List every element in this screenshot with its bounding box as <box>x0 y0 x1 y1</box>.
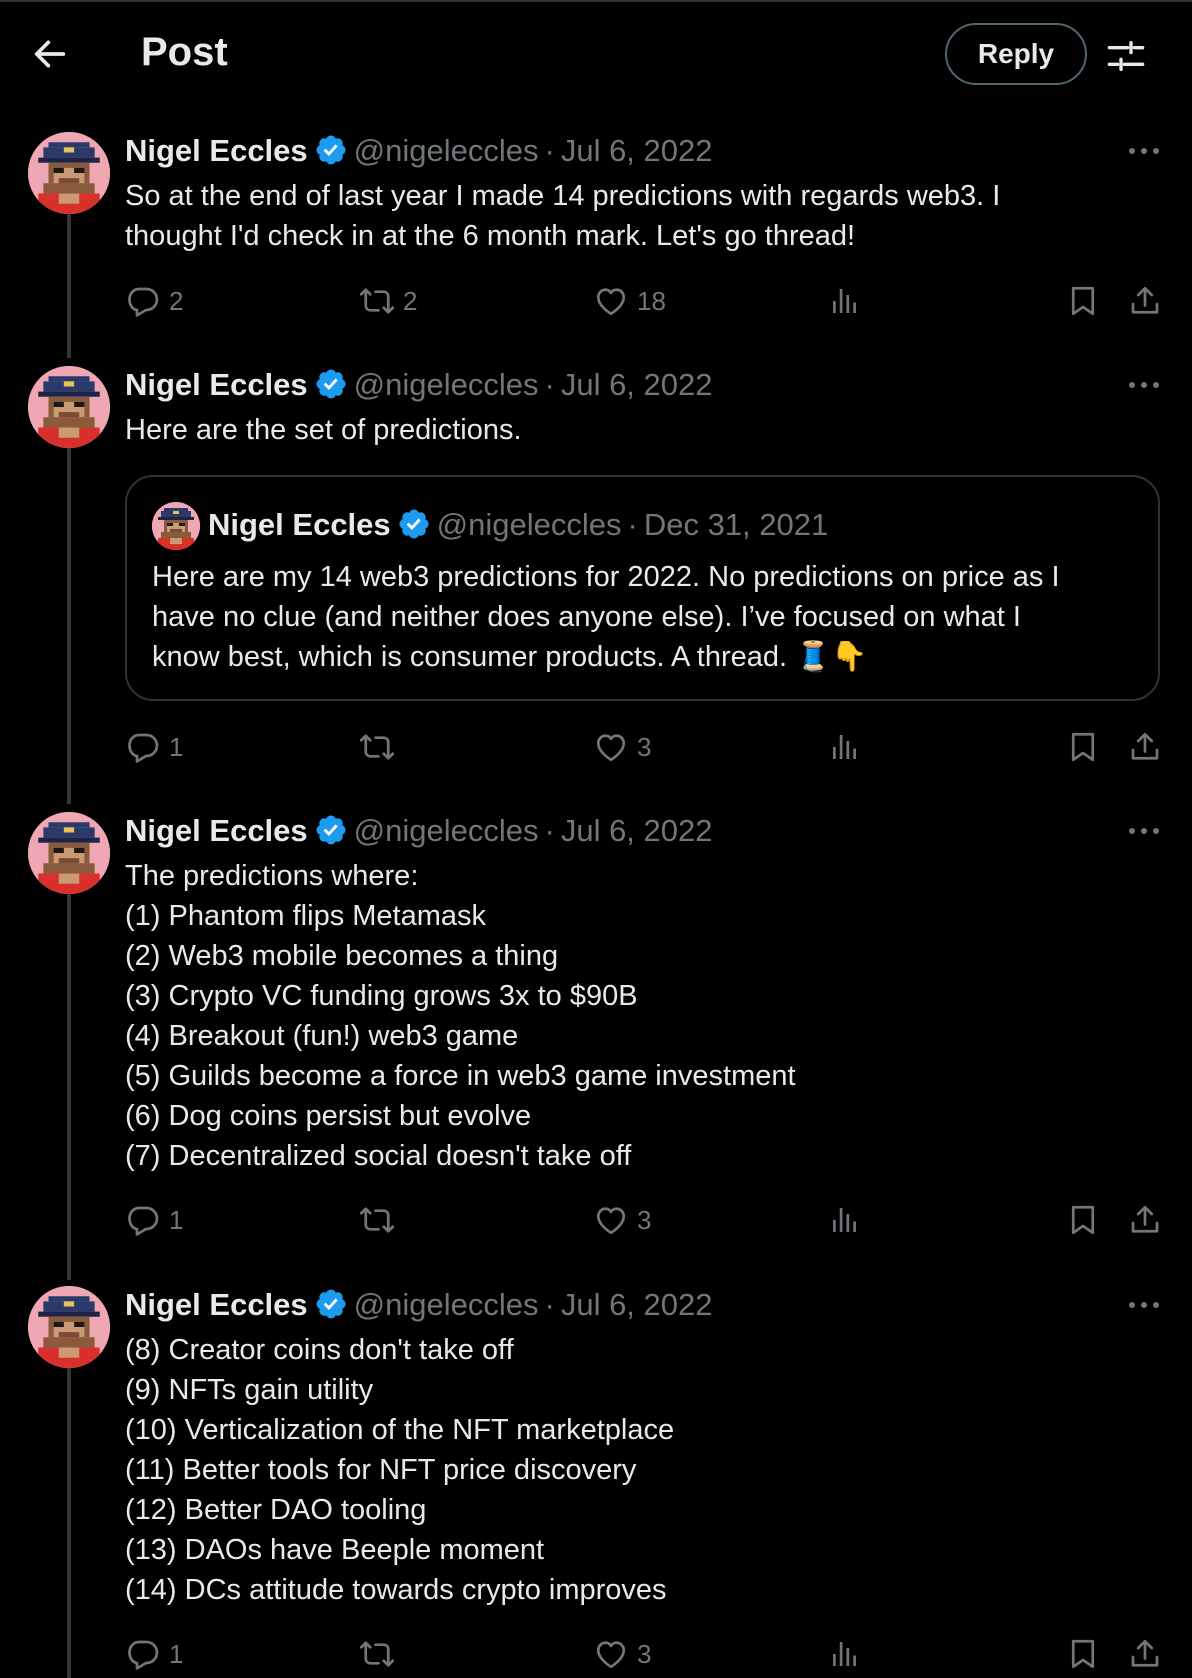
more-icon[interactable] <box>1124 1295 1164 1315</box>
like-count: 3 <box>637 1638 652 1669</box>
reply-button[interactable]: Reply <box>945 23 1087 85</box>
separator-dot: · <box>544 813 555 848</box>
post-text <box>125 1330 1145 1610</box>
author-handle: @nigeleccles <box>436 507 622 542</box>
author-handle[interactable]: @nigeleccles <box>353 367 539 402</box>
post-date[interactable]: Jul 6, 2022 <box>560 367 713 402</box>
author-name[interactable]: Nigel Eccles <box>125 813 308 848</box>
post-text-line: (14) DCs attitude towards crypto improves <box>125 1574 667 1606</box>
reply-count: 1 <box>169 1204 184 1235</box>
post-text-line: (4) Breakout (fun!) web3 game <box>125 1020 519 1052</box>
post-text-line: have no clue (and neither does anyone else). I’ve focused on what I <box>152 601 1021 633</box>
post-text-line: (1) Phantom flips Metamask <box>125 900 487 932</box>
post-date[interactable]: Jul 6, 2022 <box>560 1287 713 1322</box>
post-text-line: (12) Better DAO tooling <box>125 1494 427 1526</box>
reply-count: 1 <box>169 1638 184 1669</box>
bookmark-action[interactable] <box>1065 1632 1101 1676</box>
separator-dot: · <box>544 367 555 402</box>
like-action[interactable] <box>593 1632 651 1676</box>
post-date[interactable]: Jul 6, 2022 <box>560 133 713 168</box>
separator-dot: · <box>544 1287 555 1322</box>
share-icon <box>1127 1636 1163 1672</box>
reply-action[interactable] <box>125 1632 183 1676</box>
post-text-line: (8) Creator coins don't take off <box>125 1334 514 1366</box>
post-date[interactable]: Jul 6, 2022 <box>560 813 713 848</box>
avatar[interactable] <box>28 1286 110 1368</box>
author-handle[interactable]: @nigeleccles <box>353 133 539 168</box>
post-text-line: know best, which is consumer products. A thread. 🧵👇 <box>152 641 868 673</box>
post-text-line: (6) Dog coins persist but evolve <box>125 1100 532 1132</box>
repost-action[interactable] <box>359 1632 403 1676</box>
repost-count: 2 <box>403 285 418 316</box>
post-text-line: Here are the set of predictions. <box>125 414 522 446</box>
like-count: 3 <box>637 731 652 762</box>
author-handle[interactable]: @nigeleccles <box>353 1287 539 1322</box>
post-text-line: (2) Web3 mobile becomes a thing <box>125 940 559 972</box>
post-text-line: So at the end of last year I made 14 predictions with regards web3. I <box>125 180 1001 212</box>
post-text-line: thought I'd check in at the 6 month mark. Let's go thread! <box>125 220 856 252</box>
author-name[interactable]: Nigel Eccles <box>125 367 308 402</box>
separator-dot: · <box>627 507 638 542</box>
post-text-line: (3) Crypto VC funding grows 3x to $90B <box>125 980 638 1012</box>
reply-count: 1 <box>169 731 184 762</box>
like-count: 3 <box>637 1204 652 1235</box>
author-name[interactable]: Nigel Eccles <box>125 133 308 168</box>
views-action[interactable] <box>827 1632 863 1676</box>
heart-icon <box>593 1636 629 1672</box>
post-header <box>125 1285 713 1325</box>
author-name: Nigel Eccles <box>208 507 391 542</box>
post-text-line: Here are my 14 web3 predictions for 2022. No predictions on price as I <box>152 561 1060 593</box>
views-icon <box>827 1636 863 1672</box>
post-text-line: (7) Decentralized social doesn't take off <box>125 1140 632 1172</box>
like-count: 18 <box>637 285 666 316</box>
post-text-line: (9) NFTs gain utility <box>125 1374 374 1406</box>
repost-icon <box>359 1636 395 1672</box>
share-action[interactable] <box>1127 1632 1163 1676</box>
page-title: Post <box>141 30 228 74</box>
author-handle[interactable]: @nigeleccles <box>353 813 539 848</box>
post-text-line: The predictions where: <box>125 860 419 892</box>
separator-dot: · <box>544 133 555 168</box>
post-text-line: (13) DAOs have Beeple moment <box>125 1534 545 1566</box>
post-text-line: (10) Verticalization of the NFT marketplace <box>125 1414 675 1446</box>
thread-line <box>67 1368 71 1678</box>
bookmark-icon <box>1065 1636 1101 1672</box>
reply-count: 2 <box>169 285 184 316</box>
verified-badge-icon <box>314 1287 348 1321</box>
post-text-line: (11) Better tools for NFT price discovery <box>125 1454 637 1486</box>
post-date: Dec 31, 2021 <box>643 507 829 542</box>
post-text-line: (5) Guilds become a force in web3 game investment <box>125 1060 796 1092</box>
reply-icon <box>125 1636 161 1672</box>
action-bar <box>125 1632 1165 1676</box>
author-name[interactable]: Nigel Eccles <box>125 1287 308 1322</box>
